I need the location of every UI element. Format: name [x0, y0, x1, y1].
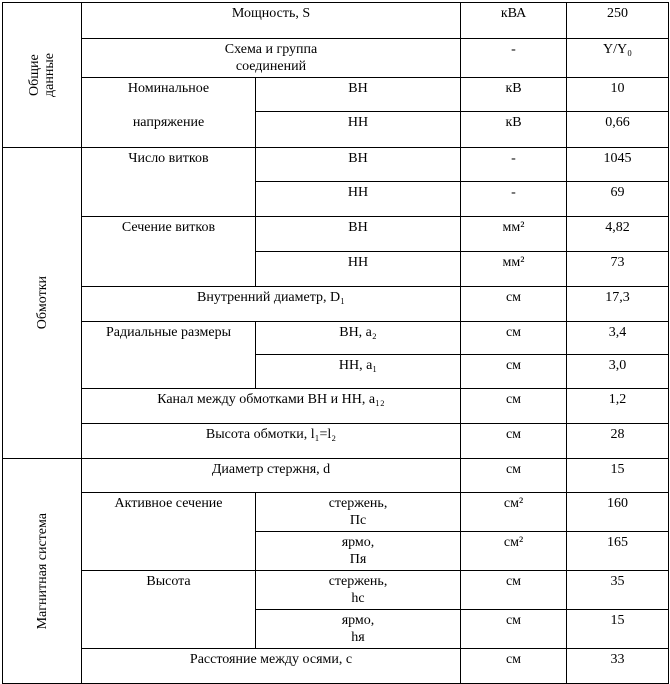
sub-active-yoke	[256, 532, 461, 571]
param-axis-dist: Расстояние между осями, c	[82, 649, 461, 684]
table-row	[3, 649, 669, 684]
table-row	[3, 3, 669, 39]
sub-nom-voltage-nn: НН	[256, 112, 461, 148]
value-height-rod: 35	[567, 571, 669, 610]
unit-active-rod: см²	[461, 493, 567, 532]
sub-height-rod-line1: стержень,	[328, 574, 388, 589]
unit-nom-voltage-nn: кВ	[461, 112, 567, 148]
value-channel: 1,2	[567, 389, 669, 424]
param-scheme-line1: Схема и группа	[224, 42, 318, 57]
param-scheme-line2: соединений	[235, 59, 307, 74]
sub-height-yoke-line1: ярмо,	[341, 613, 375, 628]
param-nom-voltage-line2: напряжение	[82, 112, 256, 148]
value-inner-diam: 17,3	[567, 287, 669, 322]
table-row	[3, 493, 669, 532]
sub-active-yoke-line2: Пя	[349, 552, 367, 567]
sub-active-rod-line1: стержень,	[328, 496, 388, 511]
value-radial-vn: 3,4	[567, 322, 669, 355]
sub-height-rod	[256, 571, 461, 610]
group-magnetic-label: Магнитная система	[34, 512, 50, 630]
value-active-yoke: 165	[567, 532, 669, 571]
sub-turns-nn: НН	[256, 182, 461, 217]
group-windings-label: Обмотки	[34, 276, 50, 330]
unit-power: кВА	[461, 3, 567, 39]
param-core-diam: Диаметр стержня, d	[82, 459, 461, 493]
unit-height-yoke: см	[461, 610, 567, 649]
sub-nom-voltage-vn: ВН	[256, 78, 461, 112]
param-channel: Канал между обмотками ВН и НН, a₁₂	[82, 389, 461, 424]
value-section-nn: 73	[567, 252, 669, 287]
group-label-line1: Общие	[27, 54, 42, 96]
param-section: Сечение витков	[82, 217, 256, 287]
param-scheme	[82, 39, 461, 78]
value-section-vn: 4,82	[567, 217, 669, 252]
value-turns-vn: 1045	[567, 148, 669, 182]
sub-turns-vn: ВН	[256, 148, 461, 182]
group-label-line2: данные	[42, 53, 57, 97]
table-row	[3, 287, 669, 322]
unit-scheme: -	[461, 39, 567, 78]
value-nom-voltage-nn: 0,66	[567, 112, 669, 148]
table-row	[3, 322, 669, 355]
sub-active-rod-line2: Пс	[349, 513, 367, 528]
unit-section-nn: мм²	[461, 252, 567, 287]
value-active-rod: 160	[567, 493, 669, 532]
unit-axis-dist: см	[461, 649, 567, 684]
sub-radial-nn: НН, a₁	[256, 355, 461, 389]
table-row	[3, 424, 669, 459]
sub-active-rod	[256, 493, 461, 532]
sub-section-nn: НН	[256, 252, 461, 287]
table-row	[3, 148, 669, 182]
table-row	[3, 571, 669, 610]
unit-core-diam: см	[461, 459, 567, 493]
param-power: Мощность, S	[82, 3, 461, 39]
sub-radial-vn: ВН, a₂	[256, 322, 461, 355]
value-turns-nn: 69	[567, 182, 669, 217]
param-height: Высота	[82, 571, 256, 649]
value-axis-dist: 33	[567, 649, 669, 684]
table-row	[3, 78, 669, 112]
unit-height-rod: см	[461, 571, 567, 610]
unit-channel: см	[461, 389, 567, 424]
param-radial: Радиальные размеры	[82, 322, 256, 389]
param-turns: Число витков	[82, 148, 256, 217]
transformer-data-table	[2, 2, 669, 684]
group-windings	[3, 148, 82, 459]
unit-turns-vn: -	[461, 148, 567, 182]
param-nom-voltage-line1: Номинальное	[82, 78, 256, 112]
group-general	[3, 3, 82, 148]
unit-turns-nn: -	[461, 182, 567, 217]
table-row	[3, 459, 669, 493]
value-radial-nn: 3,0	[567, 355, 669, 389]
value-power: 250	[567, 3, 669, 39]
unit-nom-voltage-vn: кВ	[461, 78, 567, 112]
sub-section-vn: ВН	[256, 217, 461, 252]
table-row	[3, 39, 669, 78]
param-height-winding: Высота обмотки, l₁=l₂	[82, 424, 461, 459]
sub-height-rod-line2: hс	[351, 591, 365, 606]
unit-height-winding: см	[461, 424, 567, 459]
param-inner-diam: Внутренний диаметр, D₁	[82, 287, 461, 322]
unit-radial-nn: см	[461, 355, 567, 389]
value-height-winding: 28	[567, 424, 669, 459]
table-row	[3, 389, 669, 424]
value-core-diam: 15	[567, 459, 669, 493]
unit-inner-diam: см	[461, 287, 567, 322]
unit-radial-vn: см	[461, 322, 567, 355]
sub-active-yoke-line1: ярмо,	[341, 535, 375, 550]
sub-height-yoke-line2: hя	[351, 630, 365, 645]
value-nom-voltage-vn: 10	[567, 78, 669, 112]
table-row	[3, 217, 669, 252]
sub-height-yoke	[256, 610, 461, 649]
table-row	[3, 112, 669, 148]
param-active: Активное сечение	[82, 493, 256, 571]
group-magnetic	[3, 459, 82, 684]
unit-active-yoke: см²	[461, 532, 567, 571]
value-height-yoke: 15	[567, 610, 669, 649]
unit-section-vn: мм²	[461, 217, 567, 252]
value-scheme: Y/Y₀	[567, 39, 669, 78]
